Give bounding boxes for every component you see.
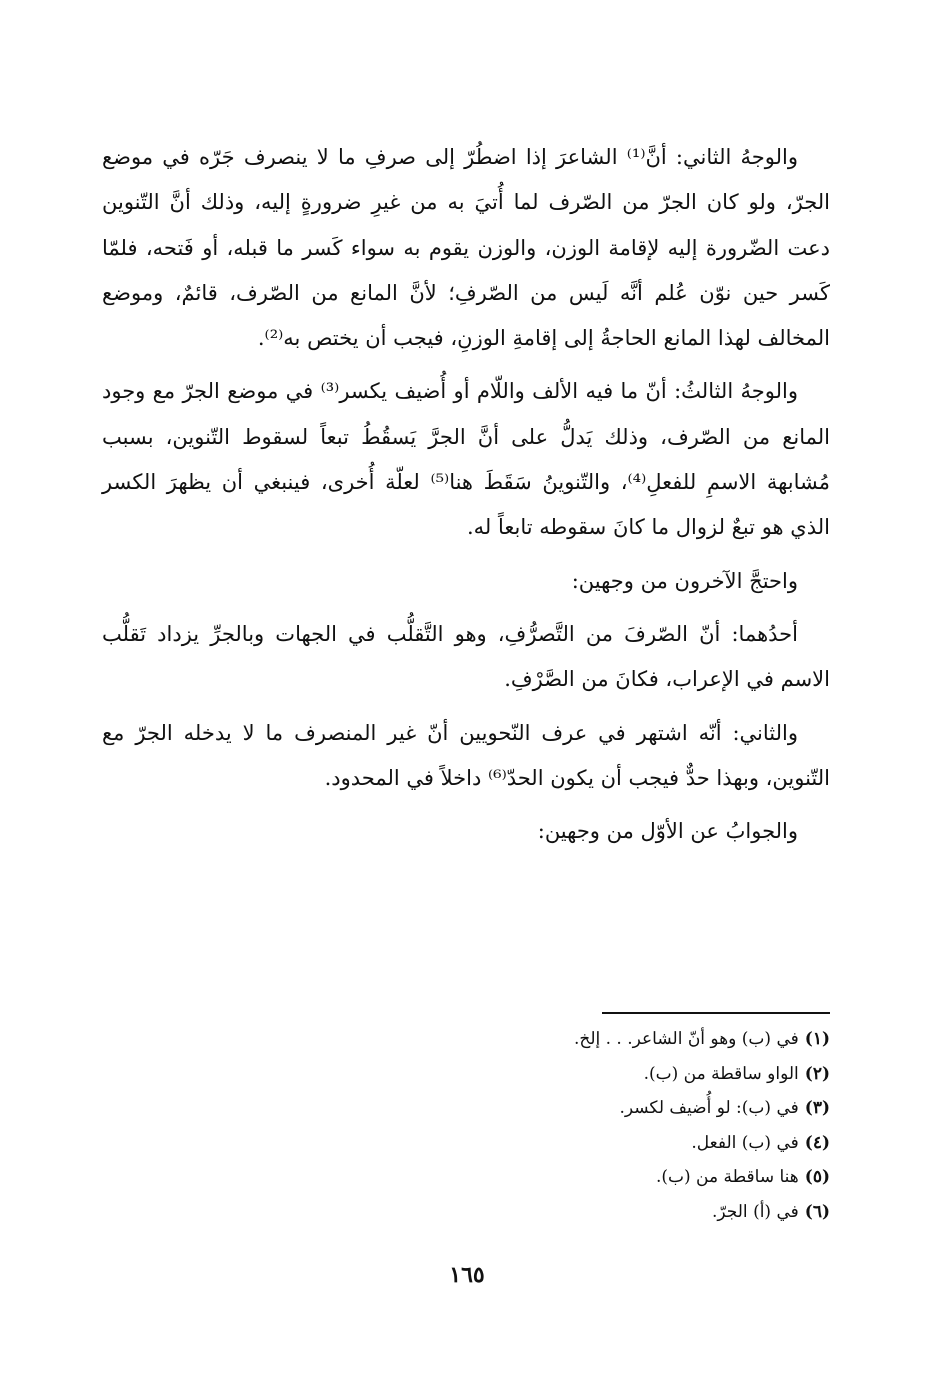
footnote-text: الواو ساقطة من (ب). — [643, 1063, 799, 1084]
paragraph-first-of-two: أحدُهما: أنّ الصّرفَ من التَّصرُّفِ، وهو التَّقلُّب في الجهات وبالجرِّ يزداد تَقلُّب الاسم في الإعراب، فكانَ من الصَّرْفِ. — [102, 621, 830, 692]
footnote-2 — [330, 1057, 830, 1092]
footnotes — [330, 1022, 830, 1229]
footnote-number: (٢) — [804, 1063, 830, 1084]
footnote-text: في (أ) الجرّ. — [712, 1201, 799, 1222]
footnote-text: هنا ساقطة من (ب). — [655, 1167, 799, 1187]
main-text — [102, 135, 830, 862]
footnote-divider — [602, 1012, 830, 1014]
footnote-number: (٥) — [804, 1167, 830, 1187]
footnote-number: (٤) — [804, 1132, 830, 1153]
footnote-5 — [330, 1160, 830, 1195]
footnote-text: في (ب) الفعل. — [691, 1132, 799, 1153]
page-number: ١٦٥ — [449, 1262, 485, 1288]
paragraph-second-aspect: والوجهُ الثاني: أنَّ⁽¹⁾ الشاعرَ إذا اضطُرّ إلى صرفِ ما لا ينصرف جَرّه في موضع الجرّ، ولو كان الجرّ من الصّرف لما أُتيَ به من غيرِ ضرورةٍ إليه، وذلك أنَّ التّنوين دعت الضّرورة إليه لإقامة الوزن، والوزن يقوم به سواء كَسر ما قبله، أو فَتحه، فلمّا كَسر حين نوّن عُلم أنَّه لَيس من الصّرفِ؛ لأنَّ المانع من الصّرف، قائمٌ، وموضع المخالف لهذا المانع الحاجةُ إلى إقامةِ الوزنِ، فيجب أن يختص به⁽²⁾. — [102, 145, 830, 351]
paragraph-second-of-two: والثاني: أنّه اشتهر في عرف النّحويين أنّ غير المنصرف ما لا يدخله الجرّ مع التّنوين، وبهذا حدٌّ فيجب أن يكون الحدّ⁽⁶⁾ داخلاً في المحدود. — [102, 720, 830, 790]
footnote-number: (١) — [804, 1029, 830, 1049]
paragraph-answer: والجوابُ عن الأوّل من وجهين: — [537, 819, 798, 844]
footnote-6 — [330, 1195, 830, 1230]
paragraph-others-argued: واحتجَّ الآخرون من وجهين: — [571, 568, 798, 593]
footnote-4 — [330, 1126, 830, 1161]
paragraph-third-aspect: والوجهُ الثالثُ: أنّ ما فيه الألف واللّام أو أُضيف يكسر⁽³⁾ في موضع الجرّ مع وجود المانع من الصّرف، وذلك يَدلُّ على أنَّ الجرَّ يَسقُطُ تبعاً لسقوط التّنوين، بسبب مُشابهة الاسمِ للفعلِ⁽⁴⁾، والتّنوينُ سَقَطَ هنا⁽⁵⁾ لعلّة أُخرى، فينبغي أن يظهرَ الكسر الذي هو تبعٌ لزوال ما كانَ سقوطه تابعاً له. — [102, 379, 830, 540]
footnote-text: في (ب): لو أُضيف لكسر. — [619, 1098, 799, 1118]
footnote-1 — [330, 1022, 830, 1057]
footnote-number: (٣) — [804, 1098, 830, 1118]
footnote-3 — [330, 1091, 830, 1126]
footnote-number: (٦) — [804, 1201, 830, 1222]
footnote-text: في (ب) وهو أنّ الشاعر. . . إلخ. — [573, 1029, 799, 1049]
